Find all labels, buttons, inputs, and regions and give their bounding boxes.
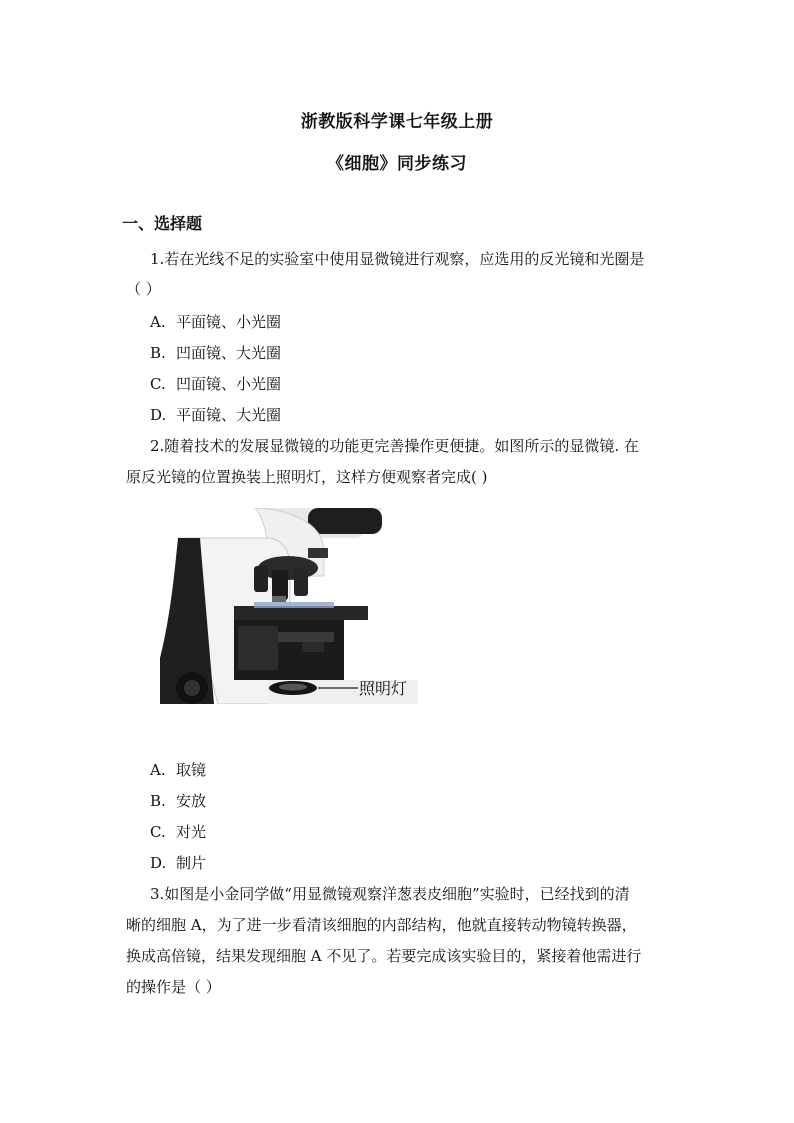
microscope-illustration: [158, 508, 422, 704]
question-1-option-b: B. 凹面镜、大光圈: [150, 344, 282, 362]
question-2-option-c: C. 对光: [150, 823, 207, 841]
question-2-option-a: A. 取镜: [150, 761, 207, 779]
question-3-text-cont-2: 换成高倍镜，结果发现细胞 A 不见了。若要完成该实验目的，紧接着他需进行: [126, 947, 642, 965]
document-subtitle: 《细胞》同步练习: [327, 154, 467, 174]
question-1-text: 1.若在光线不足的实验室中使用显微镜进行观察，应选用的反光镜和光圈是: [150, 250, 645, 268]
question-3-text-cont-1: 晰的细胞 A，为了进一步看清该细胞的内部结构，他就直接转动物镜转换器，: [126, 916, 637, 934]
illumination-lamp-label: 照明灯: [359, 679, 408, 698]
question-2-text-cont: 原反光镜的位置换装上照明灯，这样方便观察者完成( ): [126, 468, 488, 486]
section-heading: 一、选择题: [122, 214, 203, 233]
question-1-option-c: C. 凹面镜、小光圈: [150, 375, 282, 393]
document-title: 浙教版科学课七年级上册: [300, 112, 494, 132]
question-2-text: 2.随着技术的发展显微镜的功能更完善操作更便捷。如图所示的显微镜. 在: [150, 437, 639, 455]
question-3-text-cont-3: 的操作是（ ）: [126, 978, 221, 996]
question-3-text: 3.如图是小金同学做“用显微镜观察洋葱表皮细胞”实验时，已经找到的清: [150, 885, 630, 903]
question-1-blank: （ ）: [126, 280, 161, 298]
question-2-option-d: D. 制片: [150, 854, 207, 872]
question-1-option-a: A. 平面镜、小光圈: [150, 313, 282, 331]
question-2-option-b: B. 安放: [150, 792, 207, 810]
question-1-option-d: D. 平面镜、大光圈: [150, 406, 282, 424]
